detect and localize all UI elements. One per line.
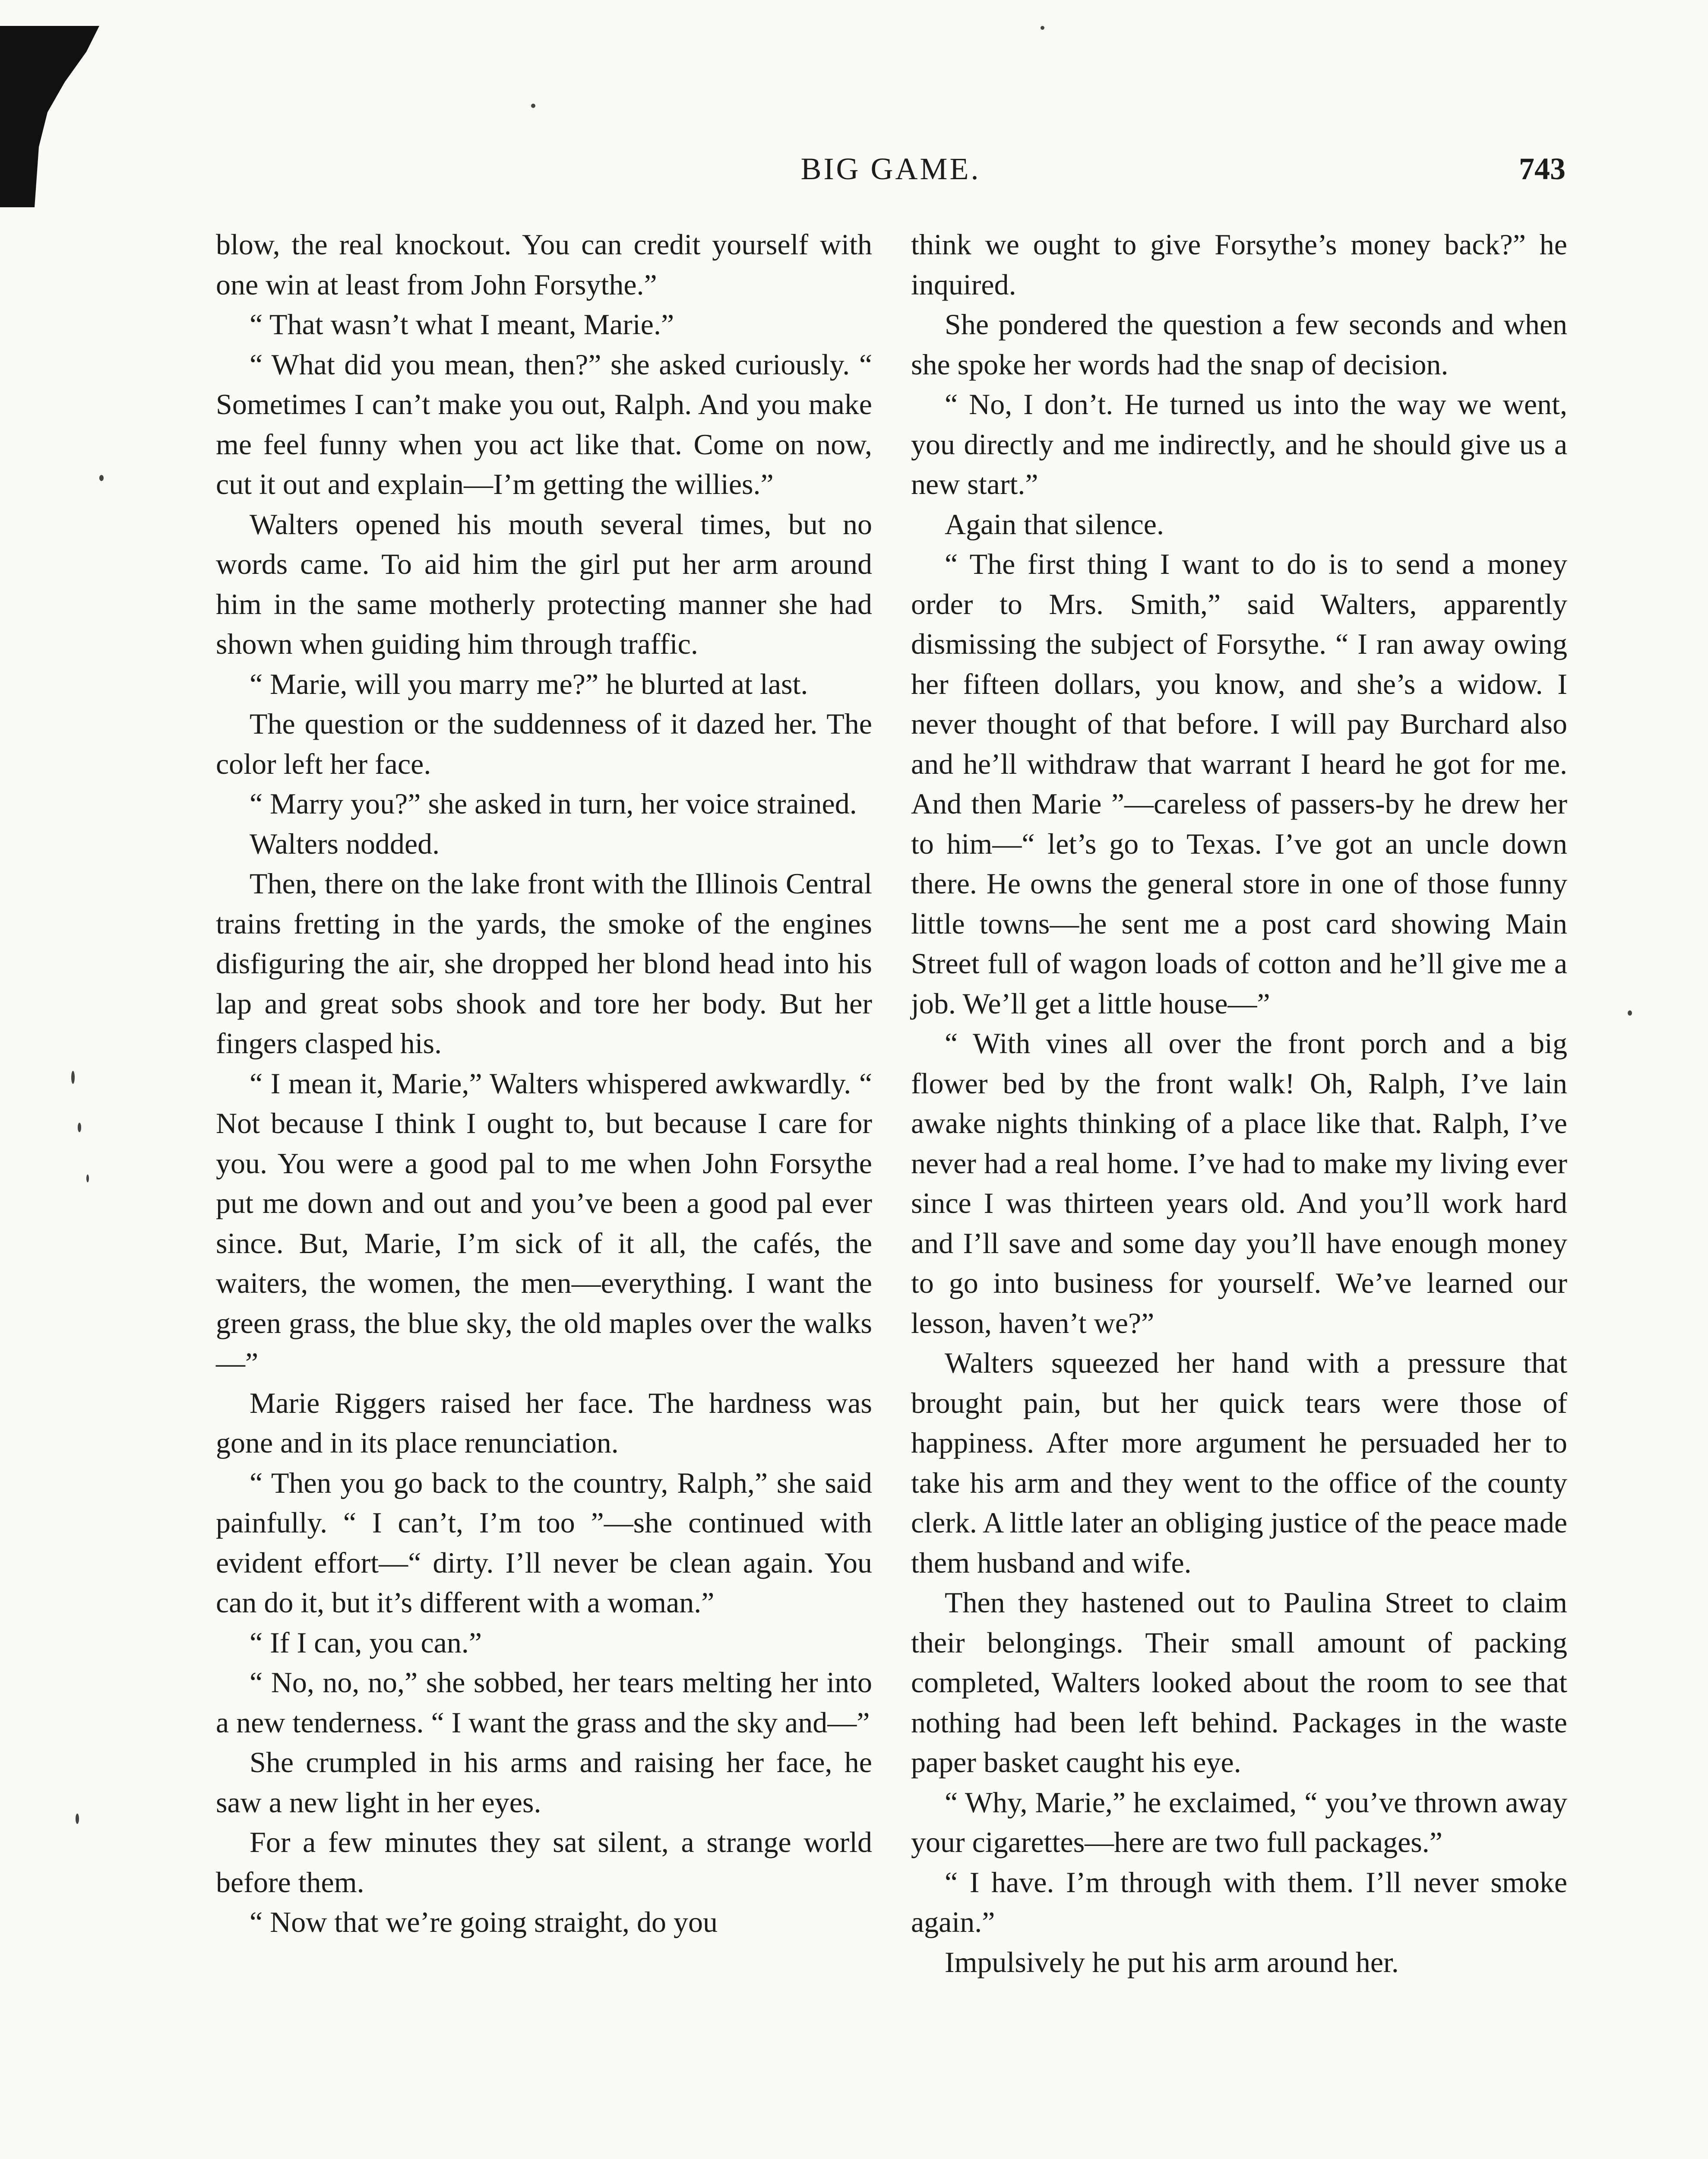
print-speck bbox=[1628, 1010, 1632, 1016]
paragraph: “ Marry you?” she asked in turn, her voice strained. bbox=[250, 787, 857, 820]
paragraph: She pondered the question a few seconds and when she spoke her words had the snap of decision. bbox=[911, 308, 1567, 381]
paragraph: The question or the suddenness of it dazed her. The color left her face. bbox=[216, 707, 872, 780]
paragraph: Walters squeezed her hand with a pressure that brought pain, but her quick tears were those of happiness. After more argument he persuaded her to take his arm and they went to the office of the county clerk. A little later an obliging justice of the peace made them husband and wife. bbox=[911, 1346, 1568, 1579]
print-speck bbox=[78, 1123, 81, 1132]
paragraph: “ Marie, will you marry me?” he blurted at last. bbox=[250, 667, 808, 700]
paragraph: “ Now that we’re going straight, do you bbox=[250, 1906, 718, 1938]
print-speck bbox=[71, 1071, 75, 1084]
page-number: 743 bbox=[1519, 152, 1566, 186]
paragraph: “ Then you go back to the country, Ralph,” she said painfully. “ I can’t, I’m too ”—she continued with evident effort—“ dirty. I’ll never be clean again. You can do it, but it’s different with a woman.” bbox=[216, 1466, 872, 1619]
paragraph: Again that silence. bbox=[945, 507, 1164, 541]
paragraph: For a few minutes they sat silent, a strange world before them. bbox=[216, 1826, 872, 1899]
paragraph: “ Why, Marie,” he exclaimed, “ you’ve thrown away your cigarettes—here are two full packages.” bbox=[911, 1785, 1567, 1858]
paragraph: Then, there on the lake front with the Illinois Central trains fretting in the yards, the smoke of the engines disfiguring the air, she dropped her blond head into his lap and great sobs shook and tore her body. But her fingers clasped his. bbox=[216, 867, 872, 1060]
running-title: BIG GAME. bbox=[800, 152, 981, 186]
paragraph: “ The first thing I want to do is to send a money order to Mrs. Smith,” said Walters, apparently dismissing the subject of Forsythe. “ I ran away owing her fifteen dollars, you know, and she’s a widow. I never thought of that before. I will pay Burchard also and he’ll withdraw that warrant I heard he got for me. And then Marie ”—careless of passers-by he drew her to him—“ let’s go to Texas. I’ve got an uncle down there. He owns the general store in one of those funny little towns—he sent me a post card showing Main Street full of wagon loads of cotton and he’ll give me a job. We’ll get a little house—” bbox=[911, 548, 1567, 1020]
paragraph: Walters opened his mouth several times, but no words came. To aid him the girl put her arm around him in the same motherly protecting manner she had shown when guiding him through traffic. bbox=[216, 507, 872, 660]
print-speck bbox=[76, 1814, 79, 1824]
paragraph: “ No, no, no,” she sobbed, her tears melting her into a new tenderness. “ I want the grass and the sky and—” bbox=[216, 1666, 872, 1739]
print-speck bbox=[86, 1174, 89, 1182]
paragraph: Impulsively he put his arm around her. bbox=[945, 1945, 1399, 1979]
page-header bbox=[216, 142, 1566, 199]
right-column bbox=[911, 225, 1567, 1982]
scan-edge-shadow bbox=[0, 26, 99, 207]
paragraph: “ If I can, you can.” bbox=[250, 1626, 482, 1659]
print-speck bbox=[531, 104, 535, 108]
paragraph: blow, the real knockout. You can credit yourself with one win at least from John Forsythe.” bbox=[216, 228, 872, 301]
left-column bbox=[216, 225, 872, 1942]
paragraph: “ That wasn’t what I meant, Marie.” bbox=[250, 308, 674, 341]
paragraph: “ No, I don’t. He turned us into the way we went, you directly and me indirectly, and he should give us a new start.” bbox=[911, 388, 1567, 500]
paragraph: think we ought to give Forsythe’s money back?” he inquired. bbox=[911, 228, 1567, 301]
paragraph: “ I have. I’m through with them. I’ll never smoke again.” bbox=[911, 1865, 1567, 1938]
print-speck bbox=[99, 475, 104, 481]
paragraph: Then they hastened out to Paulina Street to claim their belongings. Their small amount of packing completed, Walters looked about the room to see that nothing had been left behind. Packages in the waste paper basket caught his eye. bbox=[911, 1586, 1567, 1779]
paragraph: She crumpled in his arms and raising her face, he saw a new light in her eyes. bbox=[216, 1746, 872, 1819]
paragraph: “ I mean it, Marie,” Walters whispered awkwardly. “ Not because I think I ought to, but because I care for you. You were a good pal to me when John Forsythe put me down and out and you’ve been a good pal ever since. But, Marie, I’m sick of it all, the cafés, the waiters, the women, the men—everything. I want the green grass, the blue sky, the old maples over the walks—” bbox=[216, 1067, 872, 1379]
paragraph: Walters nodded. bbox=[250, 827, 440, 860]
print-speck bbox=[1041, 26, 1044, 30]
paragraph: Marie Riggers raised her face. The hardness was gone and in its place renunciation. bbox=[216, 1386, 872, 1459]
paragraph: “ What did you mean, then?” she asked curiously. “ Sometimes I can’t make you out, Ralph. And you make me feel funny when you act like that. Come on now, cut it out and explain—I’m getting the willies.” bbox=[216, 348, 872, 500]
paragraph: “ With vines all over the front porch and a big flower bed by the front walk! Oh, Ralph, I’ve lain awake nights thinking of a place like that. Ralph, I’ve never had a real home. I’ve had to make my living ever since I was thirteen years old. And you’ll work hard and I’ll save and some day you’ll have enough money to go into business for yourself. We’ve learned our lesson, haven’t we?” bbox=[911, 1027, 1567, 1339]
